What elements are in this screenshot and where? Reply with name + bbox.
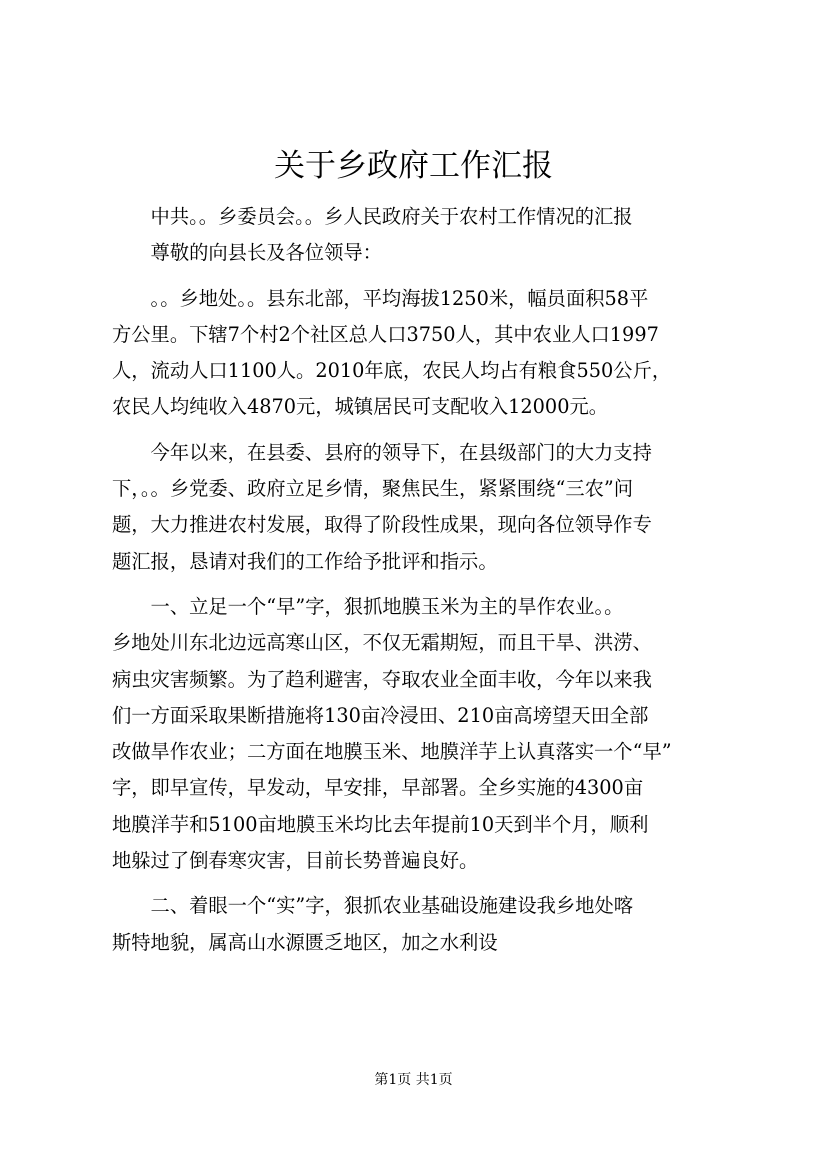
body-line: 人，流动人口1100人。2010年底，农民人均占有粮食550公斤， — [112, 359, 672, 383]
paragraph-gap — [112, 426, 738, 435]
body-line: 题汇报，恳请对我们的工作给予批评和指示。 — [112, 549, 498, 573]
paragraph-gap — [112, 272, 738, 281]
body-line: 地膜洋芋和5100亩地膜玉米均比去年提前10天到半个月，顺利 — [112, 812, 649, 836]
body-line: 中共。。乡委员会。。乡人民政府关于农村工作情况的汇报 — [112, 205, 633, 228]
body-line: 今年以来，在县委、县府的领导下，在县级部门的大力支持 — [112, 440, 652, 464]
body-line: 们一方面采取果断措施将130亩冷浸田、210亩高塝望天田全部 — [112, 703, 649, 727]
body-line: 改做旱作农业；二方面在地膜玉米、地膜洋芋上认真落实一个“早” — [112, 740, 672, 764]
body-line: 斯特地貌，属高山水源匮乏地区，加之水利设 — [112, 930, 498, 954]
paragraph-gap — [112, 879, 738, 888]
body-line: 。。乡地处。。县东北部，平均海拔1250米，幅员面积58平 — [112, 286, 649, 310]
body-line: 尊敬的向县长及各位领导： — [112, 241, 382, 265]
body-line: 字，即早宣传，早发动，早安排，早部署。全乡实施的4300亩 — [112, 776, 644, 800]
page-number-footer: 第1页 共1页 — [374, 1072, 453, 1088]
body-line: 二、着眼一个“实”字，狠抓农业基础设施建设我乡地处喀 — [112, 894, 634, 918]
body-line: 地躲过了倒春寒灾害，目前长势普遍良好。 — [112, 849, 479, 873]
body-line: 病虫灾害频繁。为了趋利避害，夺取农业全面丰收，今年以来我 — [112, 667, 652, 691]
body-line: 乡地处川东北边远高寒山区，不仅无霜期短，而且干旱、洪涝、 — [112, 631, 652, 655]
body-line: 题，大力推进农村发展，取得了阶段性成果，现向各位领导作专 — [112, 513, 652, 537]
paragraph-gap — [112, 580, 738, 589]
body-line: 一、立足一个“早”字，狠抓地膜玉米为主的旱作农业。。 — [112, 594, 624, 618]
body-line: 农民人均纯收入4870元，城镇居民可支配收入12000元。 — [112, 395, 609, 419]
body-line: 方公里。下辖7个村2个社区总人口3750人，其中农业人口1997 — [112, 322, 659, 346]
document-body — [112, 199, 738, 961]
body-line: 下，。。乡党委、政府立足乡情，聚焦民生，紧紧围绕“三农”问 — [112, 477, 634, 501]
document-title: 关于乡政府工作汇报 — [274, 148, 553, 184]
